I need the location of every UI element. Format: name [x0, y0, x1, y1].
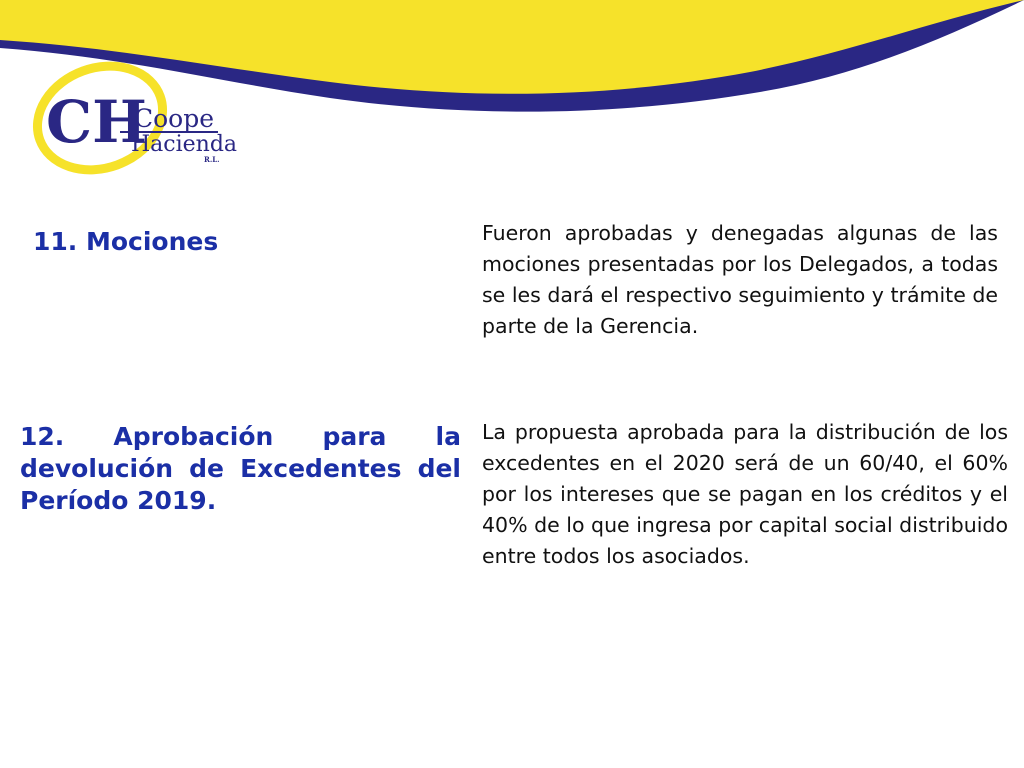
- logo-coope-text: Coope: [134, 104, 215, 133]
- section-12-heading: 12. Aprobación para la devolución de Excedentes del Período 2019.: [20, 422, 461, 515]
- coopehacienda-logo: [28, 60, 238, 175]
- section-11-body: Fueron aprobadas y denegadas algunas de las mociones presentadas por los Delegados, a todas se les dará el respectivo seguimiento y trámite de parte de la Gerencia.: [482, 221, 998, 338]
- logo-hacienda-text: Hacienda: [131, 132, 238, 157]
- section-11-heading: 11. Mociones: [33, 227, 219, 256]
- logo-suffix-text: R.L.: [204, 155, 220, 164]
- logo-monogram: CH: [46, 88, 147, 156]
- section-12-body: La propuesta aprobada para la distribución de los excedentes en el 2020 será de un 60/40, el 60% por los intereses que se pagan en los créditos y el 40% de lo que ingresa por capital social distribuido entre todos los asociados.: [482, 420, 1008, 568]
